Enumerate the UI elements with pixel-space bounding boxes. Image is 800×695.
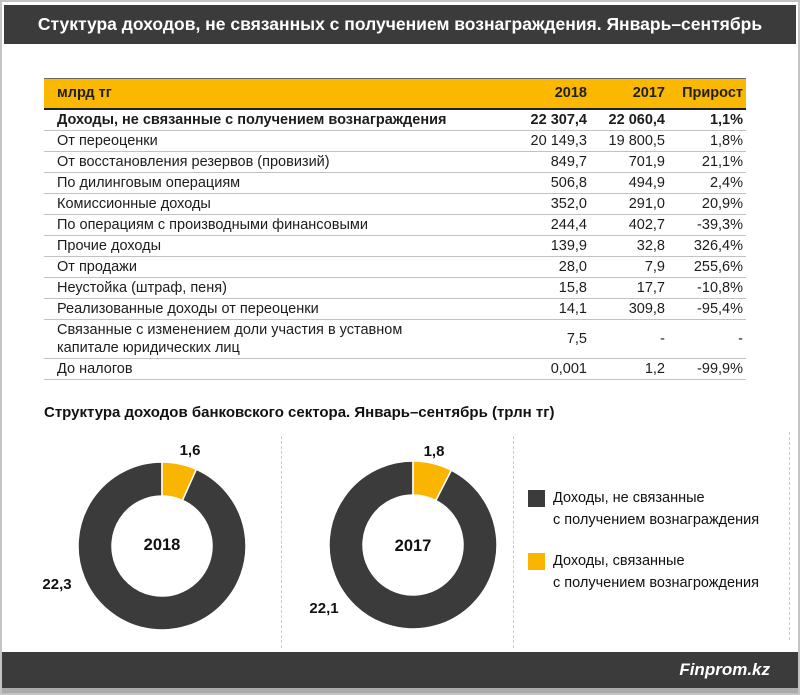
- row-value-cell: 326,4%: [693, 237, 743, 254]
- row-value-cell: 15,8: [558, 279, 587, 296]
- legend-label-line: с получением вознаграждения: [553, 512, 760, 528]
- row-label-cell: По дилинговым операциям: [57, 174, 241, 191]
- row-value-cell: 20 149,3: [530, 132, 587, 149]
- row-value-cell: -: [738, 330, 743, 347]
- row-value-cell: 32,8: [636, 237, 665, 254]
- donut-center-label: 2018: [143, 536, 181, 554]
- table-row: [44, 214, 746, 235]
- row-label-cell: От переоценки: [57, 132, 158, 149]
- row-value-cell: 701,9: [628, 153, 665, 170]
- slice-value-label: 22,3: [42, 576, 72, 593]
- row-value-cell: 291,0: [628, 195, 665, 212]
- row-value-cell: 7,5: [566, 330, 587, 347]
- row-value-cell: 309,8: [628, 300, 665, 317]
- donut-center-label: 2017: [394, 537, 432, 555]
- row-label-cell: Неустойка (штраф, пеня): [57, 279, 227, 296]
- row-label-cell: Комиссионные доходы: [57, 195, 211, 212]
- row-value-cell: 2,4%: [709, 174, 743, 191]
- legend-swatch-dark: [528, 490, 545, 507]
- legend-item-noninterest-income: [528, 487, 759, 531]
- row-value-cell: 352,0: [550, 195, 587, 212]
- bottom-edge: [0, 688, 800, 695]
- row-label-cell: Прочие доходы: [57, 237, 162, 254]
- chart-section-title: Структура доходов банковского сектора. Январь–сентябрь (трлн тг): [44, 404, 555, 421]
- legend-label-line: Доходы, не связанные: [553, 490, 705, 506]
- table-row: [44, 358, 746, 379]
- row-value-cell: 494,9: [628, 174, 665, 191]
- row-value-cell: 21,1%: [701, 153, 743, 170]
- table-row: [44, 130, 746, 151]
- table-row: [44, 109, 746, 131]
- row-value-cell: -99,9%: [697, 360, 743, 377]
- table-row: [44, 256, 746, 277]
- page-title: Стуктура доходов, не связанных с получением вознаграждения. Январь–сентябрь: [4, 5, 796, 44]
- row-value-cell: 14,1: [558, 300, 587, 317]
- row-value-cell: 22 060,4: [608, 111, 665, 128]
- legend-item-interest-income: [528, 550, 759, 594]
- row-label-cell: От продажи: [57, 258, 137, 275]
- row-value-cell: 255,6%: [693, 258, 743, 275]
- vertical-divider: [513, 436, 514, 648]
- chart-legend: [528, 487, 759, 613]
- row-value-cell: 849,7: [550, 153, 587, 170]
- row-value-cell: 1,8%: [709, 132, 743, 149]
- row-value-cell: -39,3%: [697, 216, 743, 233]
- income-table-body: [44, 109, 746, 380]
- row-value-cell: 7,9: [644, 258, 665, 275]
- row-value-cell: -10,8%: [697, 279, 743, 296]
- legend-swatch-yellow: [528, 553, 545, 570]
- table-row: [44, 277, 746, 298]
- row-label-cell: От восстановления резервов (провизий): [57, 153, 330, 170]
- row-value-cell: 28,0: [558, 258, 587, 275]
- table-row: [44, 319, 746, 358]
- legend-label-line: с получением вознагрождения: [553, 575, 759, 591]
- row-value-cell: -95,4%: [697, 300, 743, 317]
- row-label-cell: До налогов: [57, 360, 133, 377]
- table-header-row: [44, 79, 746, 109]
- vertical-divider: [281, 436, 282, 648]
- slice-value-label: 22,1: [309, 600, 339, 617]
- row-value-cell: 1,2: [644, 360, 665, 377]
- row-value-cell: 19 800,5: [608, 132, 665, 149]
- vertical-divider: [789, 432, 790, 640]
- row-value-cell: 22 307,4: [530, 111, 587, 128]
- column-header-growth: Прирост: [682, 85, 743, 102]
- table-row: [44, 193, 746, 214]
- row-value-cell: 244,4: [550, 216, 587, 233]
- row-value-cell: 506,8: [550, 174, 587, 191]
- slice-value-label: 1,6: [179, 442, 201, 459]
- row-label-cell: Связанные с изменением доли участия в уставном капитале юридических лиц: [57, 321, 403, 356]
- row-value-cell: -: [660, 330, 665, 347]
- row-label-cell: По операциям с производными финансовыми: [57, 216, 368, 233]
- footer-bar: [0, 652, 800, 688]
- legend-label-line: Доходы, связанные: [553, 553, 685, 569]
- row-value-cell: 17,7: [636, 279, 665, 296]
- row-label-cell: Доходы, не связанные с получением вознаграждения: [57, 111, 447, 128]
- row-value-cell: 20,9%: [701, 195, 743, 212]
- brand-logo-text: Finprom.kz: [679, 660, 770, 679]
- row-value-cell: 139,9: [550, 237, 587, 254]
- row-value-cell: 0,001: [550, 360, 587, 377]
- column-header-unit: млрд тг: [57, 85, 112, 102]
- table-row: [44, 172, 746, 193]
- table-row: [44, 298, 746, 319]
- row-value-cell: 1,1%: [709, 111, 743, 128]
- income-table: [44, 78, 746, 380]
- table-row: [44, 151, 746, 172]
- row-value-cell: 402,7: [628, 216, 665, 233]
- table-row: [44, 235, 746, 256]
- column-header-2017: 2017: [632, 85, 665, 102]
- column-header-2018: 2018: [554, 85, 587, 102]
- row-label-cell: Реализованные доходы от переоценки: [57, 300, 319, 317]
- slice-value-label: 1,8: [423, 443, 445, 460]
